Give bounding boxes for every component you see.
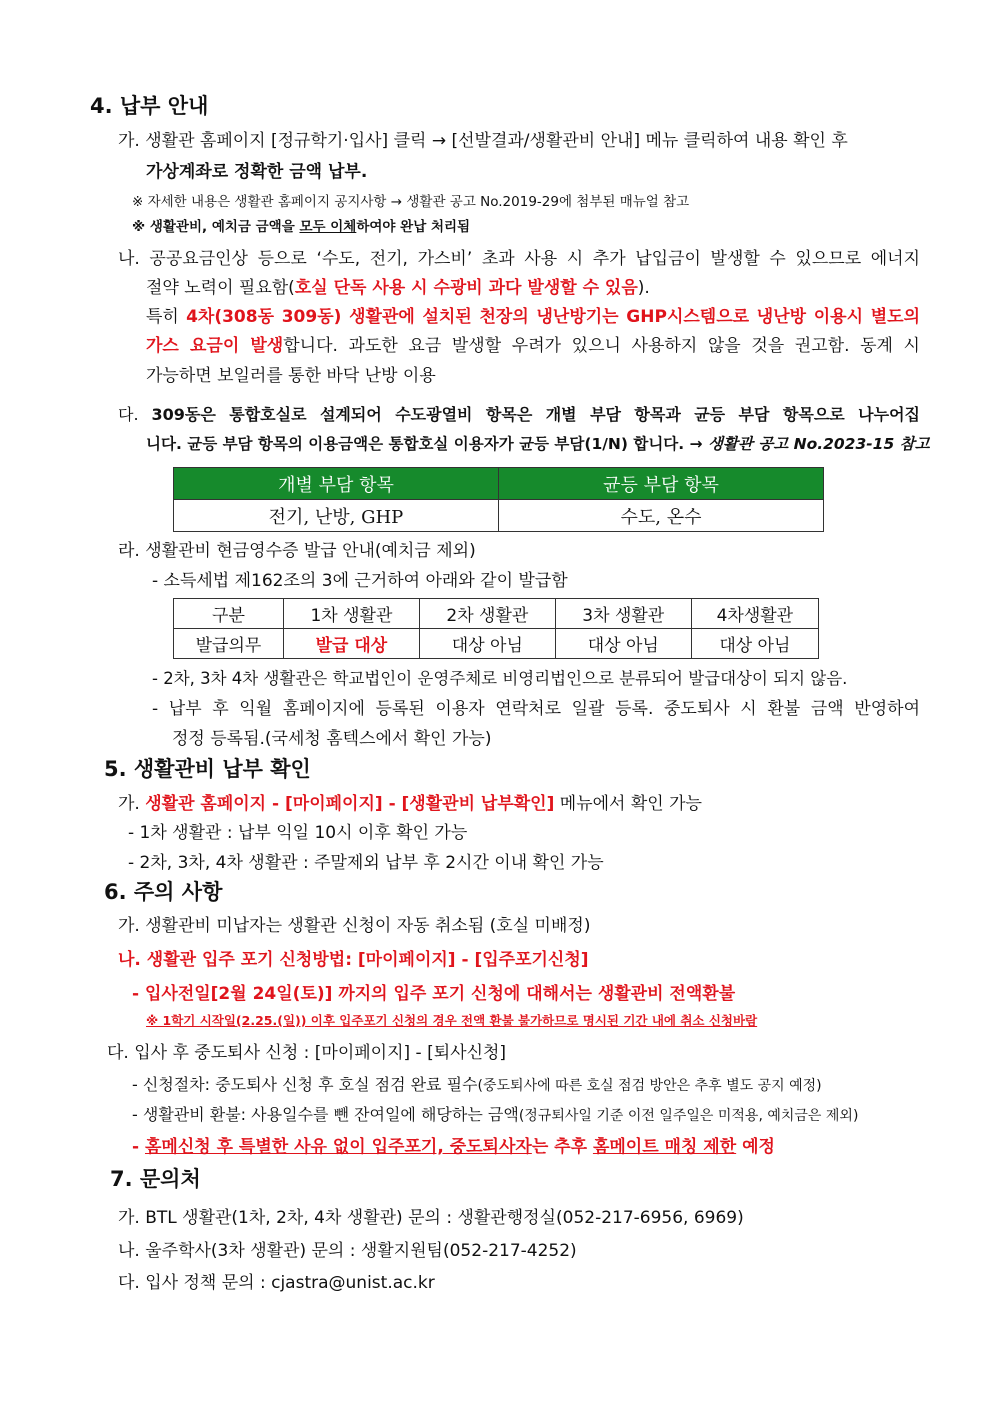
s6-da-3b: 홈메신청 후 특별한 사유 없이 입주포기, 중도퇴사자 <box>144 1137 532 1157</box>
s5-ga-a: 가. <box>118 794 146 814</box>
s4-na-line3 <box>146 302 920 327</box>
s4-note2-c: 하여야 완납 처리됨 <box>356 219 471 235</box>
s4-da-2a: 니다. 균등 부담 항목의 이용금액은 통합호실 이용자가 균등 부담(1/N) 합니다. → <box>146 435 708 453</box>
s4-ra-line1: 라. 생활관비 현금영수증 발급 안내(예치금 제외) <box>118 541 476 561</box>
s5-line2: - 2차, 3차, 4차 생활관 : 주말제외 납부 후 2시간 이내 확인 가능 <box>128 853 604 873</box>
s4-na-line5: 가능하면 보일러를 통한 바닥 난방 이용 <box>146 366 436 386</box>
s4-note2-b: 모두 이체 <box>299 219 357 235</box>
s6-da-3a: - <box>132 1137 145 1157</box>
s4-note2 <box>132 215 470 235</box>
s7-na: 나. 울주학사(3차 생활관) 문의 : 생활지원팀(052-217-4252) <box>118 1241 577 1261</box>
s6-da-3c: 는 추후 <box>531 1137 593 1157</box>
table1-header-2: 균등 부담 항목 <box>499 468 824 500</box>
s4-note1: ※ 자세한 내용은 생활관 홈페이지 공지사항 → 생활관 공고 No.2019-29에 첨부된 매뉴얼 참고 <box>132 194 690 210</box>
table2-cell-5: 대상 아님 <box>691 629 818 659</box>
s5-ga-c: 메뉴에서 확인 가능 <box>554 794 702 814</box>
s6-da: 다. 입사 후 중도퇴사 신청 : [마이페이지] - [퇴사신청] <box>107 1043 507 1063</box>
table2-cell-1: 발급의무 <box>174 629 284 659</box>
s7-da: 다. 입사 정책 문의 : cjastra@unist.ac.kr <box>118 1273 435 1293</box>
s6-da-1b: (중도퇴사에 따른 호실 점검 방안은 추후 별도 공지 예정) <box>477 1078 822 1094</box>
s4-ga-line2: 가상계좌로 정확한 금액 납부. <box>146 162 368 182</box>
s4-da-line2 <box>146 432 930 454</box>
section-7-title: 7. 문의처 <box>110 1167 201 1191</box>
table2-header-5: 4차생활관 <box>691 599 818 629</box>
table2-cell-3: 대상 아님 <box>419 629 555 659</box>
table2-cell-4: 대상 아님 <box>555 629 691 659</box>
s4-ra-line5: 정정 등록됨.(국세청 홈텍스에서 확인 가능) <box>172 729 492 749</box>
s6-da-line3 <box>132 1132 775 1157</box>
s6-da-2b: (정규퇴사일 기준 이전 일주일은 미적용, 예치금은 제외) <box>518 1108 859 1124</box>
table2-header-2: 1차 생활관 <box>283 599 419 629</box>
s6-da-line2 <box>132 1102 858 1125</box>
s4-ra-line3: - 2차, 3차 4차 생활관은 학교법인이 운영주체로 비영리법인으로 분류되어 발급대상이 되지 않음. <box>152 669 848 688</box>
s4-na-2c: ). <box>637 278 650 298</box>
s6-da-2a: - 생활관비 환불: 사용일수를 뺀 잔여일에 해당하는 금액 <box>132 1105 519 1124</box>
section-4-title: 4. 납부 안내 <box>90 94 209 118</box>
s6-na-note: ※ 1학기 시작일(2.25.(일)) 이후 입주포기 신청의 경우 전액 환불 불가하므로 명시된 기간 내에 취소 신청바람 <box>146 1013 758 1028</box>
s4-da-1a: 다. <box>118 405 152 424</box>
s4-ga-line1: 가. 생활관 홈페이지 [정규학기·입사] 클릭 → [선발결과/생활관비 안내] 메뉴 클릭하여 내용 확인 후 <box>118 131 848 151</box>
s4-na-2a: 절약 노력이 필요함( <box>146 278 295 298</box>
table1-header-1: 개별 부담 항목 <box>174 468 499 500</box>
s6-da-line1 <box>132 1072 822 1095</box>
s4-da-2b: 생활관 공고 No.2023-15 참고 <box>707 435 930 453</box>
section-5-title: 5. 생활관비 납부 확인 <box>104 757 311 781</box>
section-6-title: 6. 주의 사항 <box>104 880 223 904</box>
receipt-table <box>173 598 819 659</box>
table1-cell-1: 전기, 난방, GHP <box>174 500 499 532</box>
s4-na-2b: 호실 단독 사용 시 수광비 과다 발생할 수 있음 <box>294 278 638 298</box>
table2-header-1: 구분 <box>174 599 284 629</box>
s4-ra-line4: - 납부 후 익월 홈페이지에 등록된 이용자 연락처로 일괄 등록. 중도퇴사 시 환불 금액 반영하여 <box>152 699 920 719</box>
table2-cell-2: 발급 대상 <box>283 629 419 659</box>
s4-na-line1: 나. 공공요금인상 등으로 ‘수도, 전기, 가스비’ 초과 사용 시 추가 납입금이 발생할 수 있으므로 에너지 <box>118 249 920 269</box>
s6-ga: 가. 생활관비 미납자는 생활관 신청이 자동 취소됨 (호실 미배정) <box>118 916 591 936</box>
s4-ra-line2: - 소득세법 제162조의 3에 근거하여 아래와 같이 발급함 <box>152 571 568 591</box>
s4-na-line2 <box>146 273 650 298</box>
s4-na-3b: 4차(308동 309동) 생활관에 설치된 천장의 냉난방기는 GHP시스템으로 냉난방 이용시 별도의 <box>186 307 921 327</box>
s4-note2-a: ※ 생활관비, 예치금 금액을 <box>132 219 300 235</box>
s6-na-line1: - 입사전일[2월 24일(토)] 까지의 입주 포기 신청에 대해서는 생활관비 전액환불 <box>132 984 736 1004</box>
s6-da-3d: 홈메이트 매칭 제한 <box>592 1137 737 1157</box>
s5-ga <box>118 789 702 814</box>
cost-split-table <box>173 467 824 532</box>
s5-line1: - 1차 생활관 : 납부 익일 10시 이후 확인 가능 <box>128 823 468 843</box>
s6-na: 나. 생활관 입주 포기 신청방법: [마이페이지] - [입주포기신청] <box>118 950 589 970</box>
table2-header-3: 2차 생활관 <box>419 599 555 629</box>
s6-da-1a: - 신청절차: 중도퇴사 신청 후 호실 점검 완료 필수 <box>132 1075 478 1094</box>
s4-na-4a: 가스 요금이 발생 <box>146 336 284 356</box>
s4-na-4b: 합니다. 과도한 요금 발생할 우려가 있으니 사용하지 않을 것을 권고함. 동계 시 <box>283 336 920 356</box>
s7-ga: 가. BTL 생활관(1차, 2차, 4차 생활관) 문의 : 생활관행정실(052-217-6956, 6969) <box>118 1208 744 1228</box>
s4-da-line1 <box>118 402 920 425</box>
s4-na-line4 <box>146 331 920 356</box>
s4-da-1b: 309동은 통합호실로 설계되어 수도광열비 항목은 개별 부담 항목과 균등 부담 항목으로 나누어집 <box>151 405 920 424</box>
s5-ga-b: 생활관 홈페이지 - [마이페이지] - [생활관비 납부확인] <box>145 794 555 814</box>
table1-cell-2: 수도, 온수 <box>499 500 824 532</box>
table2-header-4: 3차 생활관 <box>555 599 691 629</box>
s6-da-3e: 예정 <box>736 1137 775 1157</box>
s4-na-3a: 특히 <box>146 307 187 327</box>
